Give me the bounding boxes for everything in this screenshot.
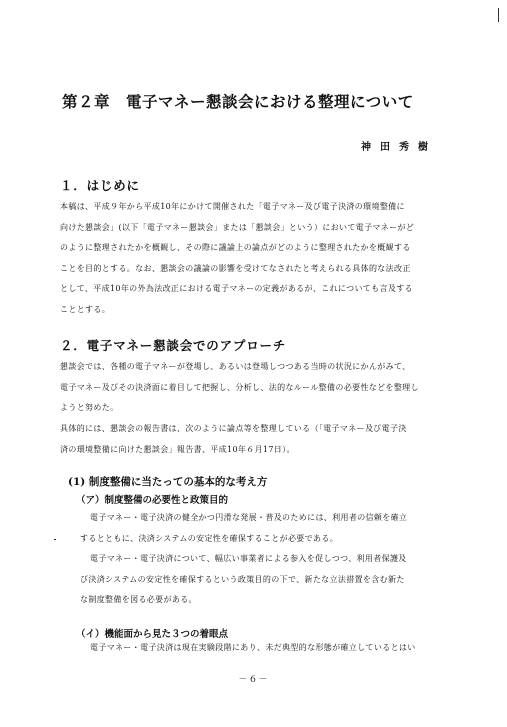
- paragraph-line: 電子マネー・電子決済の健全かつ円滑な発展・普及のためには、利用者の信頼を確立: [90, 513, 408, 522]
- paragraph-line: び決済システムの安定性を確保するという政策目的の下で、新たな立法措置を含む新た: [80, 574, 405, 584]
- section-1-heading: １．はじめに: [60, 178, 140, 193]
- item-a-heading: （ア）制度整備の必要性と政策目的: [76, 495, 229, 506]
- section-1-paragraph: [60, 197, 450, 320]
- page-number: －６－: [238, 675, 269, 685]
- author-name: 神田秀樹: [361, 142, 437, 153]
- section-2-paragraph-1: [60, 357, 450, 419]
- item-i-heading: （イ）機能面から見た３つの着眼点: [76, 629, 229, 640]
- subsection-1-heading: (1) 制度整備に当たっての基本的な考え方: [68, 476, 268, 488]
- scan-mark: [498, 8, 499, 22]
- paragraph-line: 済の環境整備に向けた懇談会」報告書、平成10年６月17日）。: [60, 444, 295, 454]
- paragraph-line: 電子マネー・電子決済は現在実験段階にあり、未だ典型的な形態が確立しているとはい: [90, 643, 416, 652]
- paragraph-line: 電子マネー及びその決済面に着目して把握し、分析し、法的なルール整備の必要性などを整理し: [60, 382, 419, 392]
- paragraph-line: するとともに、決済システムの安定性を確保することが必要である。: [80, 533, 339, 543]
- paragraph-line: 向けた懇談会」(以下「電子マネー懇談会」または「懇談会」という）において電子マネーがど: [60, 222, 415, 232]
- scan-speck: [54, 539, 56, 540]
- item-a-paragraph: [68, 508, 448, 611]
- paragraph-line: こととする。: [60, 304, 111, 314]
- item-i-paragraph: [68, 638, 448, 659]
- paragraph-line: ようと努めた。: [60, 403, 119, 412]
- paragraph-line: 電子マネー・電子決済について、幅広い事業者による参入を促しつつ、利用者保護及: [90, 554, 407, 563]
- paragraph-line: ことを目的とする。なお、懇談会の議論の影響を受けてなされたと考えられる具体的な法改正: [60, 263, 411, 273]
- paragraph-line: のように整理されたかを概観し、その際に議論上の論点がどのように整理されたかを概観する: [60, 243, 411, 252]
- section-2-paragraph-2: [60, 419, 450, 460]
- paragraph-line: 本稿は、平成９年から平成10年にかけて開催された「電子マネー及び電子決済の環境整備に: [60, 202, 405, 211]
- paragraph-line: 具体的には、懇談会の報告書は、次のように論点等を整理している（「電子マネー及び電子決: [60, 424, 407, 433]
- chapter-title: 第２章 電子マネー懇談会における整理について: [62, 92, 414, 111]
- paragraph-line: として、平成10年の外為法改正における電子マネーの定義があるが、これについても言及する: [60, 284, 413, 293]
- section-2-heading: ２．電子マネー懇談会でのアプローチ: [60, 338, 287, 353]
- paragraph-line: な制度整備を図る必要がある。: [80, 595, 197, 604]
- paragraph-line: 懇談会では、各種の電子マネーが登場し、あるいは登場しつつある当時の状況にかんがみて、: [60, 362, 411, 371]
